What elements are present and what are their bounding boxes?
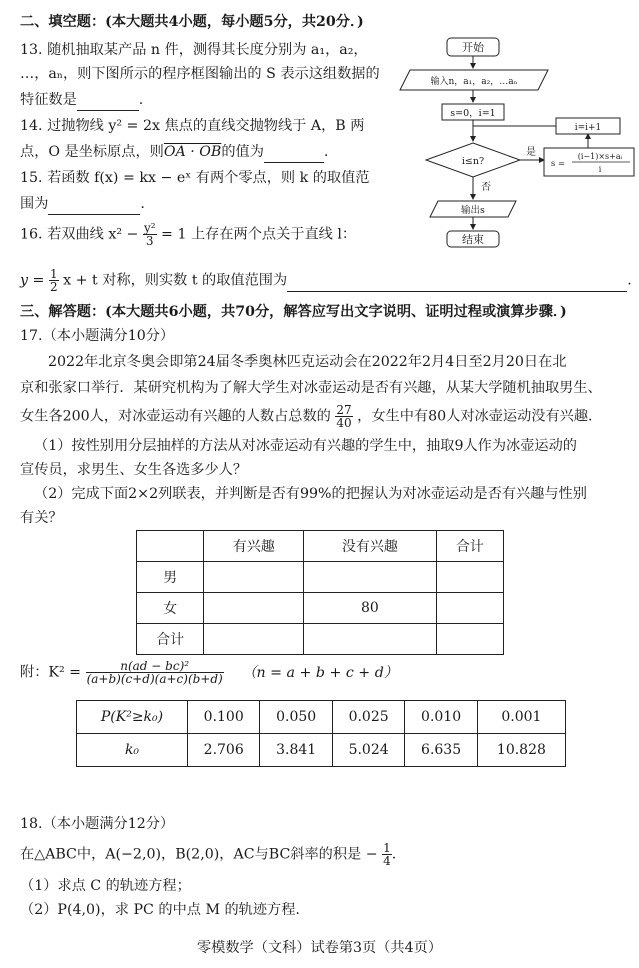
table-cell — [304, 624, 436, 655]
table-cell: 没有兴趣 — [304, 531, 436, 562]
table-cell: 5.024 — [332, 734, 404, 767]
flow-increment-text: i=i+1 — [574, 123, 602, 133]
flow-update-prefix: s = — [550, 159, 566, 169]
q17-sub2-line2: 有关？ — [20, 510, 63, 526]
table-cell — [204, 593, 304, 624]
section-3-heading: 三、解答题：(本大题共6小题，共70分，解答应写出文字说明、证明过程或演算步骤．) — [20, 304, 567, 320]
q17-para-line1: 2022年北京冬奥会即第24届冬季奥林匹克运动会在2022年2月4日至2月20日在北 — [48, 354, 567, 370]
table-cell — [436, 562, 503, 593]
q16-fraction: $\frac{\text{y²}}{3}$ — [143, 221, 156, 248]
table-row — [137, 624, 504, 655]
table-row — [77, 734, 566, 767]
table-cell: P(K²≥k₀) — [77, 701, 188, 734]
q13-line2: …，aₙ，则下图所示的程序框图输出的 S 表示这组数据的 — [20, 66, 380, 82]
table-cell — [436, 624, 503, 655]
table-cell: 合计 — [137, 624, 204, 655]
table-cell: 0.001 — [477, 701, 565, 734]
table-cell: 有兴趣 — [204, 531, 304, 562]
flow-input-text: 输入n，a₁，a₂，…aₙ — [430, 77, 518, 87]
q15-line2: 围为 . — [20, 194, 145, 215]
q14-vector-expr: OA · OB — [163, 144, 222, 160]
table-cell: 0.100 — [188, 701, 260, 734]
flow-condition-text: i≤n? — [461, 156, 485, 167]
flow-update-denominator: i — [598, 165, 602, 174]
q18-heading: 18.（本小题满分12分） — [20, 816, 175, 832]
q18-fraction: $\frac{1}{4}$ — [383, 841, 391, 868]
table-row — [77, 701, 566, 734]
flow-output-text: 输出s — [461, 205, 485, 216]
table-cell — [204, 624, 304, 655]
q17-para-line2: 京和张家口举行．某研究机构为了解大学生对冰壶运动是否有兴趣，从某大学随机抽取男生、 — [20, 380, 602, 396]
flow-start-text: 开始 — [462, 41, 484, 54]
table-cell — [137, 531, 204, 562]
table-cell: 10.828 — [477, 734, 565, 767]
flow-update-numerator: (i−1)×s+aᵢ — [577, 152, 623, 161]
table-cell: 3.841 — [260, 734, 332, 767]
q17-sub2-line1: （2）完成下面2×2列联表，并判断是否有99%的把握认为对冰壶运动是否有兴趣与性别 — [34, 486, 587, 502]
q17-sub1-line1: （1）按性别用分层抽样的方法从对冰壶运动有兴趣的学生中，抽取9人作为冰壶运动的 — [34, 438, 577, 454]
flow-no-label: 否 — [481, 182, 491, 193]
table-cell: 2.706 — [188, 734, 260, 767]
table-cell — [204, 562, 304, 593]
table-cell: 合计 — [436, 531, 503, 562]
table-cell: 女 — [137, 593, 204, 624]
contingency-table — [136, 530, 504, 655]
flow-init-text: s=0，i=1 — [450, 108, 496, 119]
q16-line1: 16. 若双曲线 x² − $\frac{\text{y²}}{3}$ = 1 上存在两个点关于直线 l： — [20, 221, 357, 248]
critical-value-table — [76, 700, 566, 767]
q16-half-fraction: $\frac{1}{2}$ — [49, 267, 58, 294]
page-footer: 零模数学（文科）试卷第3页（共4页） — [196, 940, 443, 956]
q18-sub1: （1）求点 C 的轨迹方程； — [20, 878, 191, 894]
q18-sub2: （2）P(4,0)，求 PC 的中点 M 的轨迹方程. — [20, 902, 300, 918]
q13-answer-blank — [77, 90, 139, 111]
q15-answer-blank — [48, 194, 140, 215]
q14-line2: 点，O 是坐标原点，则OA · OB的值为 . — [20, 142, 328, 163]
table-row — [137, 531, 504, 562]
table-cell: 80 — [304, 593, 436, 624]
q14-line1: 14. 过抛物线 y² = 2x 焦点的直线交抛物线于 A，B 两 — [20, 118, 365, 134]
q14-answer-blank — [264, 142, 324, 163]
q17-para-line3: 女生各200人，对冰壶运动有兴趣的人数占总数的 $\frac{27}{40}$ ，女生中有80人对冰壶运动没有兴趣． — [20, 403, 603, 430]
q17-sub1-line2: 宣传员，求男生、女生各选多少人？ — [20, 462, 248, 478]
section-2-heading: 二、填空题：(本大题共4小题，每小题5分，共20分．) — [20, 14, 364, 30]
k-squared-formula: 附：K² = $\frac{\text{n(ad − bc)²}}{(a+b)(c+d)(a+c)(b+d)}$ （n = a + b + c + d） — [20, 659, 398, 686]
q18-line1: 在△ABC中，A(−2,0)，B(2,0)，AC与BC斜率的积是 − $\frac{1}{4}$ . — [20, 841, 397, 868]
program-flowchart — [398, 36, 636, 248]
table-row — [137, 593, 504, 624]
q17-fraction: $\frac{27}{40}$ — [336, 403, 352, 430]
table-cell: 6.635 — [405, 734, 477, 767]
flow-end-text: 结束 — [462, 233, 484, 246]
flow-yes-label: 是 — [526, 147, 536, 158]
table-cell: 男 — [137, 562, 204, 593]
table-cell: 0.010 — [405, 701, 477, 734]
q16-answer-blank — [287, 271, 627, 292]
q13-line1: 13. 随机抽取某产品 n 件，测得其长度分别为 a₁，a₂， — [20, 42, 368, 58]
table-cell: 0.025 — [332, 701, 404, 734]
table-cell: k₀ — [77, 734, 188, 767]
formula-fraction: $\frac{\text{n(ad − bc)²}}{(a+b)(c+d)(a+c)(b+d)}$ — [86, 659, 223, 686]
q17-heading: 17.（本小题满分10分） — [20, 328, 175, 344]
table-cell — [436, 593, 503, 624]
table-cell — [304, 562, 436, 593]
q15-line1: 15. 若函数 f(x) = kx − eˣ 有两个零点，则 k 的取值范 — [20, 170, 370, 186]
table-cell: 0.050 — [260, 701, 332, 734]
table-row — [137, 562, 504, 593]
q16-line2: y = $\frac{1}{2}$ x + t 对称，则实数 t 的取值范围为 . — [20, 267, 632, 294]
q13-line3: 特征数是 . — [20, 90, 143, 111]
